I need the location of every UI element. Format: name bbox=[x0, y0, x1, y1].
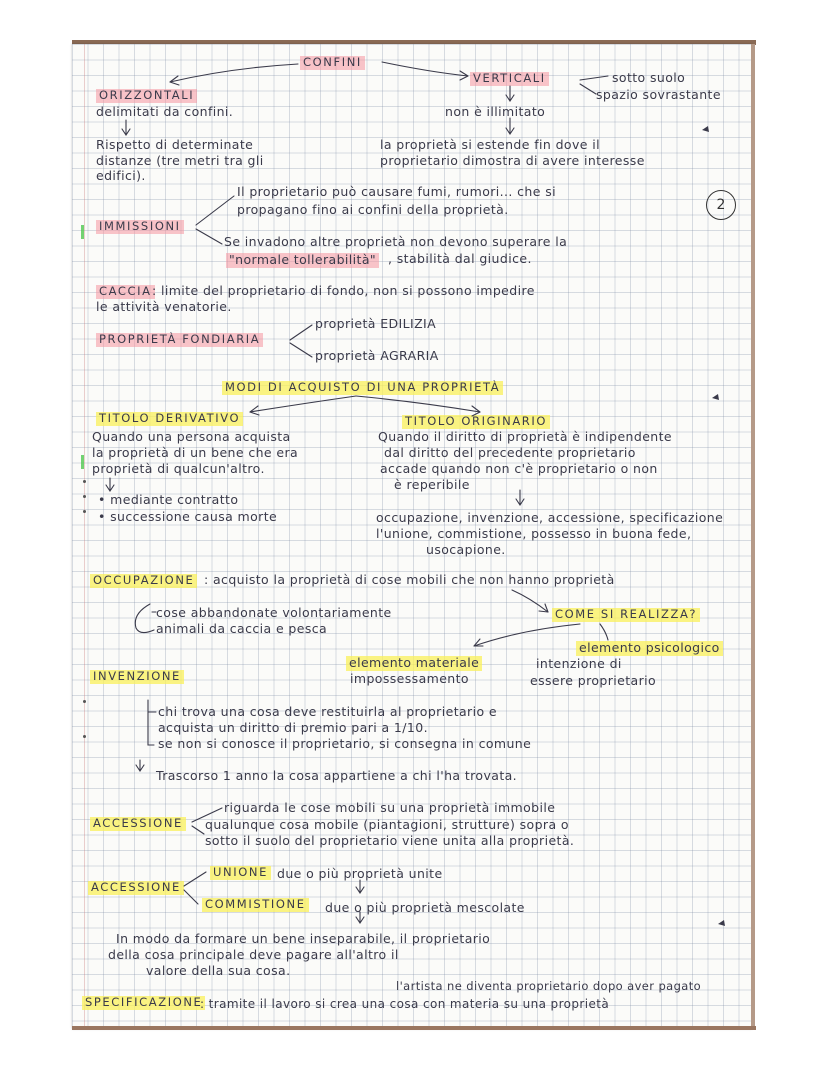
text-unione-def: due o più proprietà unite bbox=[277, 866, 443, 881]
list-item-contratto: • mediante contratto bbox=[98, 492, 239, 507]
text-interesse: proprietario dimostra di avere interesse bbox=[380, 153, 645, 168]
text-derivativo-1: Quando una persona acquista bbox=[92, 429, 291, 444]
text-propagano: propagano fino ai confini della proprietà. bbox=[237, 202, 509, 217]
text-elemento-materiale: elemento materiale bbox=[346, 656, 482, 671]
text-modi-originari-2: l'unione, commistione, possesso in buona fede, bbox=[376, 526, 692, 541]
heading-accessione-2: ACCESSIONE bbox=[88, 881, 184, 895]
text-commistione-def: due o più proprietà mescolate bbox=[325, 900, 525, 915]
text-cose-abbandonate: cose abbandonate volontariamente bbox=[156, 605, 392, 620]
text-accessione-2: qualunque cosa mobile (piantagioni, strutture) sopra o bbox=[205, 817, 569, 832]
text-sotto-suolo: sotto suolo bbox=[612, 70, 686, 85]
text-rispetto: Rispetto di determinate bbox=[96, 137, 254, 152]
heading-occupazione: OCCUPAZIONE bbox=[90, 574, 197, 588]
text-derivativo-3: proprietà di qualcun'altro. bbox=[92, 461, 265, 476]
text-non-illimitato: non è illimitato bbox=[445, 104, 546, 119]
text-artista: l'artista ne diventa proprietario dopo aver pagato bbox=[396, 979, 702, 993]
heading-accessione: ACCESSIONE bbox=[90, 817, 186, 831]
heading-modi-acquisto: MODI DI ACQUISTO DI UNA PROPRIETÀ bbox=[222, 381, 503, 395]
text-proprieta-estende: la proprietà si estende fin dove il bbox=[380, 137, 600, 152]
text-chi-trova: chi trova una cosa deve restituirla al proprietario e bbox=[158, 704, 497, 719]
text-accessione-3: sotto il suolo del proprietario viene unita alla proprietà. bbox=[205, 833, 575, 848]
heading-caccia: CACCIA bbox=[96, 285, 155, 299]
margin-dot bbox=[83, 510, 86, 513]
heading-titolo-originario: TITOLO ORIGINARIO bbox=[402, 415, 550, 429]
text-caccia-def: : limite del proprietario di fondo, non si possono impedire bbox=[152, 283, 535, 298]
text-distanze: distanze (tre metri tra gli bbox=[96, 153, 264, 168]
text-accessione-1: riguarda le cose mobili su una proprietà immobile bbox=[224, 800, 556, 815]
heading-come-si-realizza: COME SI REALIZZA? bbox=[552, 608, 700, 622]
text-modi-originari-3: usocapione. bbox=[426, 542, 506, 557]
text-venatorie: le attività venatorie. bbox=[96, 299, 232, 314]
margin-line bbox=[84, 44, 85, 1029]
heading-verticali: VERTICALI bbox=[470, 72, 549, 86]
heading-specificazione: SPECIFICAZIONE bbox=[82, 996, 205, 1010]
heading-titolo-derivativo: TITOLO DERIVATIVO bbox=[96, 412, 243, 426]
text-modi-originari-1: occupazione, invenzione, accessione, specificazione bbox=[376, 510, 724, 525]
margin-dot bbox=[83, 495, 86, 498]
green-marker-mark bbox=[81, 225, 84, 239]
text-essere-proprietario: essere proprietario bbox=[530, 673, 657, 688]
sheet-right-edge bbox=[751, 44, 755, 1029]
text-originario-2: dal diritto del precedente proprietario bbox=[384, 445, 636, 460]
text-premio: acquista un diritto di premio pari a 1/10. bbox=[158, 720, 428, 735]
heading-commistione: COMMISTIONE bbox=[202, 898, 309, 912]
text-originario-3: accade quando non c'è proprietario o non bbox=[380, 461, 658, 476]
text-spazio-sovrastante: spazio sovrastante bbox=[596, 87, 721, 102]
title-confini: CONFINI bbox=[300, 56, 365, 70]
text-originario-1: Quando il diritto di proprietà è indipendente bbox=[378, 429, 673, 444]
text-proprieta-agraria: proprietà AGRARIA bbox=[315, 348, 439, 363]
margin-dot bbox=[83, 480, 86, 483]
text-invadono: Se invadono altre proprietà non devono superare la bbox=[224, 234, 568, 249]
text-consegna-comune: se non si conosce il proprietario, si consegna in comune bbox=[158, 736, 532, 751]
text-inseparabile-2: della cosa principale deve pagare all'altro il bbox=[108, 947, 399, 962]
text-elemento-psicologico: elemento psicologico bbox=[576, 641, 723, 656]
heading-immissioni: IMMISSIONI bbox=[96, 220, 184, 234]
heading-proprieta-fondiaria: PROPRIETÀ FONDIARIA bbox=[96, 333, 263, 347]
text-intenzione: intenzione di bbox=[536, 656, 622, 671]
margin-dot bbox=[83, 700, 86, 703]
text-occupazione-def: : acquisto la proprietà di cose mobili che non hanno proprietà bbox=[204, 572, 615, 587]
heading-invenzione: INVENZIONE bbox=[90, 670, 184, 684]
text-edifici: edifici). bbox=[96, 168, 146, 183]
text-animali: animali da caccia e pesca bbox=[156, 621, 328, 636]
heading-unione: UNIONE bbox=[210, 866, 271, 880]
text-trascorso: Trascorso 1 anno la cosa appartiene a chi l'ha trovata. bbox=[156, 768, 518, 783]
text-originario-4: è reperibile bbox=[394, 477, 470, 492]
text-inseparabile-1: In modo da formare un bene inseparabile, il proprietario bbox=[116, 931, 491, 946]
text-proprieta-edilizia: proprietà EDILIZIA bbox=[315, 316, 437, 331]
text-derivativo-2: la proprietà di un bene che era bbox=[92, 445, 299, 460]
text-impossessamento: impossessamento bbox=[350, 671, 469, 686]
green-marker-mark bbox=[81, 455, 84, 469]
text-inseparabile-3: valore della sua cosa. bbox=[146, 963, 291, 978]
sheet-bottom-edge bbox=[72, 1026, 756, 1030]
text-stabilita-giudice: , stabilità dal giudice. bbox=[388, 251, 532, 266]
text-normale-tollerabilita: "normale tollerabilità" bbox=[226, 253, 379, 268]
list-item-successione: • successione causa morte bbox=[98, 509, 278, 524]
text-fumi-rumori: Il proprietario può causare fumi, rumori... che si bbox=[237, 184, 556, 199]
margin-dot bbox=[83, 735, 86, 738]
text-specificazione-def: : tramite il lavoro si crea una cosa con materia su una proprietà bbox=[200, 997, 610, 1011]
text-delimitati: delimitati da confini. bbox=[96, 104, 234, 119]
heading-orizzontali: ORIZZONTALI bbox=[96, 89, 197, 103]
page-number: 2 bbox=[706, 190, 736, 220]
